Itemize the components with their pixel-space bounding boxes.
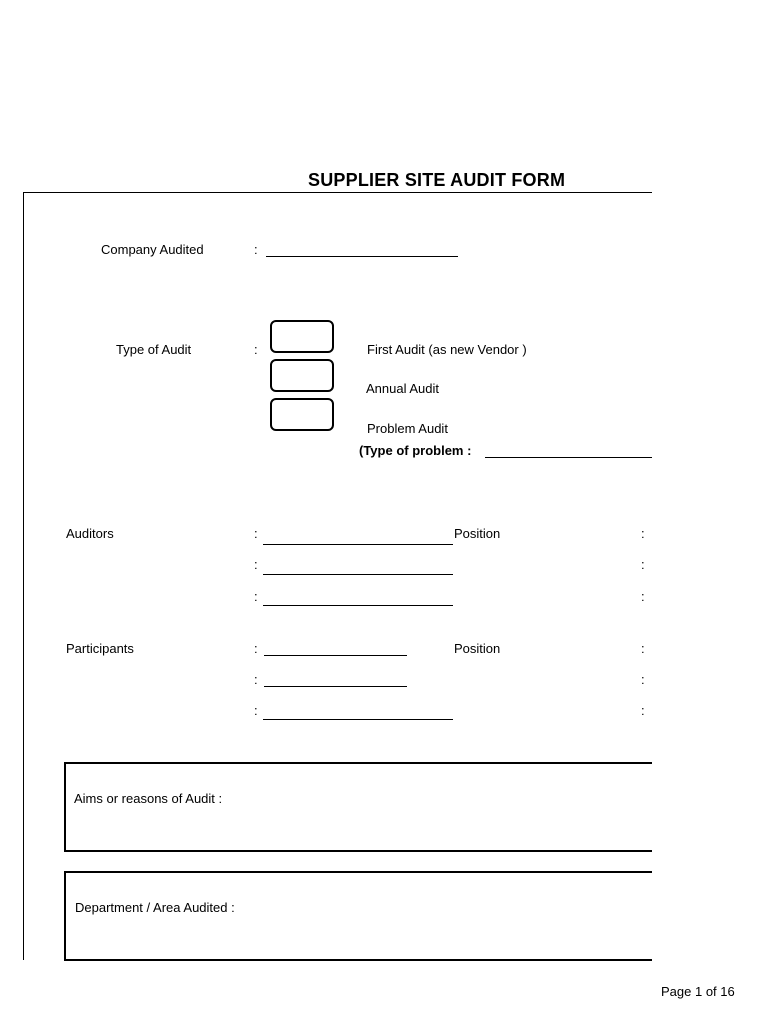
participant-1-field[interactable]: [264, 643, 407, 656]
type-of-problem-label: (Type of problem :: [359, 443, 472, 458]
participant-position-label: Position: [454, 641, 501, 656]
first-audit-label: First Audit (as new Vendor ): [367, 342, 527, 357]
auditors-label: Auditors: [66, 526, 114, 541]
auditor-2-colon: :: [254, 557, 258, 572]
problem-audit-checkbox[interactable]: [270, 398, 334, 431]
participant-3-position-colon: :: [641, 703, 645, 718]
type-of-audit-label: Type of Audit: [116, 342, 192, 357]
type-of-audit-colon: :: [254, 342, 258, 357]
auditor-1-field[interactable]: [263, 532, 453, 545]
aims-label: Aims or reasons of Audit :: [74, 791, 223, 806]
type-of-problem-field[interactable]: [485, 445, 652, 458]
participant-2-colon: :: [254, 672, 258, 687]
annual-audit-label: Annual Audit: [366, 381, 440, 396]
participant-1-position-colon: :: [641, 641, 645, 656]
auditor-2-field[interactable]: [263, 562, 453, 575]
participant-2-field[interactable]: [264, 674, 407, 687]
participant-1-colon: :: [254, 641, 258, 656]
page-number: Page 1 of 16: [661, 984, 735, 999]
form-title: SUPPLIER SITE AUDIT FORM: [308, 170, 566, 190]
company-audited-colon: :: [254, 242, 258, 257]
auditor-1-colon: :: [254, 526, 258, 541]
participant-3-field[interactable]: [263, 707, 453, 720]
department-box[interactable]: [64, 871, 652, 961]
problem-audit-label: Problem Audit: [367, 421, 448, 436]
participant-3-colon: :: [254, 703, 258, 718]
auditor-2-position-colon: :: [641, 557, 645, 572]
frame-top-border: [23, 192, 652, 193]
annual-audit-checkbox[interactable]: [270, 359, 334, 392]
company-audited-label: Company Audited: [101, 242, 204, 257]
auditor-3-position-colon: :: [641, 589, 645, 604]
auditor-1-position-colon: :: [641, 526, 645, 541]
auditor-3-field[interactable]: [263, 593, 453, 606]
frame-left-border: [23, 192, 24, 960]
company-audited-field[interactable]: [266, 244, 458, 257]
participants-label: Participants: [66, 641, 134, 656]
aims-box[interactable]: [64, 762, 652, 852]
first-audit-checkbox[interactable]: [270, 320, 334, 353]
department-label: Department / Area Audited :: [75, 900, 235, 915]
auditor-3-colon: :: [254, 589, 258, 604]
auditor-position-label: Position: [454, 526, 501, 541]
participant-2-position-colon: :: [641, 672, 645, 687]
